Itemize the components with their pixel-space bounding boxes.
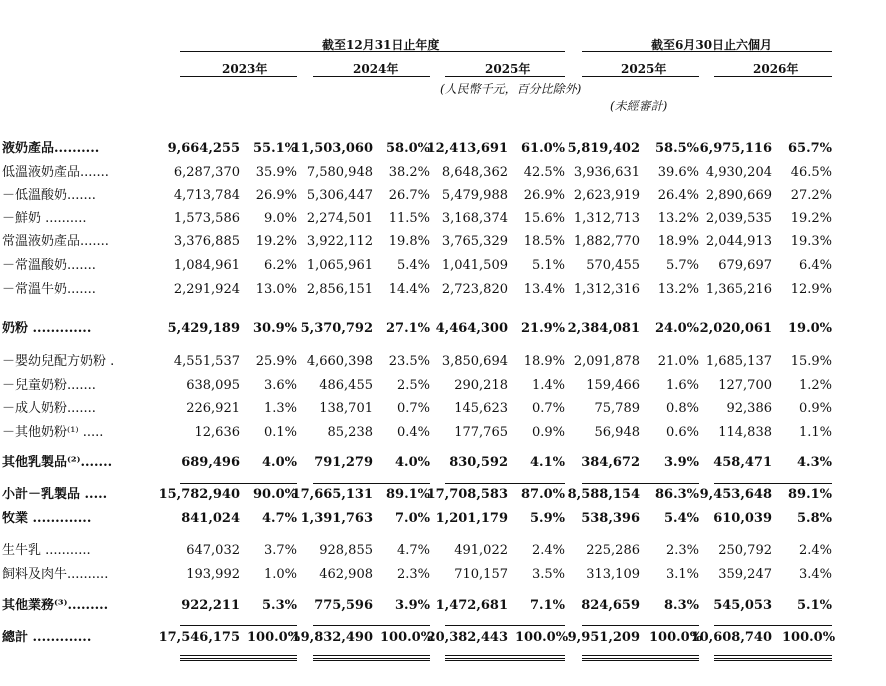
row-label: －其他奶粉⁽¹⁾ ..... — [2, 425, 104, 440]
percent-cell: 30.9% — [252, 321, 297, 336]
amount-cell: 17,708,583 — [426, 487, 508, 502]
percent-cell: 1.3% — [263, 401, 297, 416]
amount-cell: 538,396 — [581, 511, 640, 526]
amount-cell: 4,713,784 — [173, 188, 240, 203]
amount-cell: 1,365,216 — [705, 282, 772, 297]
amount-cell: 2,044,913 — [705, 234, 772, 249]
amount-cell: 9,664,255 — [167, 141, 240, 156]
percent-cell: 11.5% — [388, 211, 430, 226]
row-label: 生牛乳 ........... — [2, 543, 91, 558]
amount-cell: 8,648,362 — [441, 165, 508, 180]
row-label: 奶粉 ............. — [2, 321, 92, 336]
row-label: －鮮奶 .......... — [2, 211, 87, 226]
amount-cell: 159,466 — [586, 378, 640, 393]
amount-cell: 1,312,713 — [573, 211, 640, 226]
amount-cell: 1,685,137 — [705, 354, 772, 369]
percent-cell: 35.9% — [255, 165, 297, 180]
percent-cell: 2.4% — [531, 543, 565, 558]
amount-cell: 6,287,370 — [173, 165, 240, 180]
percent-cell: 3.6% — [263, 378, 297, 393]
amount-cell: 4,660,398 — [306, 354, 373, 369]
amount-cell: 114,838 — [718, 425, 772, 440]
amount-cell: 313,109 — [586, 567, 640, 582]
row-label: －嬰幼兒配方奶粉 . — [2, 354, 115, 369]
percent-cell: 15.6% — [523, 211, 565, 226]
amount-cell: 17,546,175 — [158, 630, 240, 645]
subtotal-rule — [582, 483, 699, 484]
unit-note: (人民幣千元，百分比除外) — [440, 82, 582, 96]
amount-cell: 545,053 — [713, 598, 772, 613]
percent-cell: 5.4% — [396, 258, 430, 273]
amount-cell: 775,596 — [314, 598, 373, 613]
percent-cell: 0.8% — [665, 401, 699, 416]
percent-cell: 19.8% — [388, 234, 430, 249]
header-year-2024: 2024年 — [353, 62, 399, 76]
amount-cell: 647,032 — [186, 543, 240, 558]
total-top-rule — [180, 625, 297, 626]
amount-cell: 9,453,648 — [699, 487, 772, 502]
row-label: 低溫液奶產品....... — [2, 165, 109, 180]
amount-cell: 3,376,885 — [173, 234, 240, 249]
row-label: －常溫牛奶....... — [2, 282, 96, 297]
header-year-2023: 2023年 — [222, 62, 268, 76]
total-top-rule — [445, 625, 565, 626]
amount-cell: 2,384,081 — [567, 321, 640, 336]
amount-cell: 1,472,681 — [435, 598, 508, 613]
row-label: －常溫酸奶....... — [2, 258, 96, 273]
row-label: 常溫液奶產品....... — [2, 234, 109, 249]
amount-cell: 2,890,669 — [705, 188, 772, 203]
amount-cell: 3,936,631 — [573, 165, 640, 180]
amount-cell: 689,496 — [181, 455, 240, 470]
percent-cell: 90.0% — [252, 487, 297, 502]
amount-cell: 5,370,792 — [300, 321, 373, 336]
amount-cell: 85,238 — [327, 425, 373, 440]
total-double-rule — [714, 655, 832, 659]
amount-cell: 791,279 — [314, 455, 373, 470]
amount-cell: 2,039,535 — [705, 211, 772, 226]
percent-cell: 1.6% — [665, 378, 699, 393]
amount-cell: 225,286 — [586, 543, 640, 558]
percent-cell: 19.3% — [790, 234, 832, 249]
amount-cell: 2,020,061 — [699, 321, 772, 336]
percent-cell: 0.6% — [665, 425, 699, 440]
total-double-rule-lower — [445, 660, 565, 661]
total-double-rule-lower — [313, 660, 430, 661]
amount-cell: 19,832,490 — [291, 630, 373, 645]
percent-cell: 4.3% — [797, 455, 832, 470]
percent-cell: 18.9% — [657, 234, 699, 249]
amount-cell: 710,157 — [454, 567, 508, 582]
amount-cell: 2,723,820 — [441, 282, 508, 297]
amount-cell: 5,306,447 — [306, 188, 373, 203]
amount-cell: 928,855 — [319, 543, 373, 558]
amount-cell: 384,672 — [581, 455, 640, 470]
percent-cell: 21.0% — [657, 354, 699, 369]
percent-cell: 14.4% — [388, 282, 430, 297]
total-double-rule — [313, 655, 430, 659]
total-double-rule-lower — [582, 660, 699, 661]
row-label: －兒童奶粉....... — [2, 378, 96, 393]
percent-cell: 12.9% — [790, 282, 832, 297]
percent-cell: 27.1% — [385, 321, 430, 336]
amount-cell: 11,503,060 — [291, 141, 373, 156]
row-label: 牧業 ............. — [2, 511, 92, 526]
percent-cell: 6.2% — [263, 258, 297, 273]
amount-cell: 3,765,329 — [441, 234, 508, 249]
percent-cell: 86.3% — [654, 487, 699, 502]
percent-cell: 100.0% — [515, 630, 569, 645]
amount-cell: 12,636 — [194, 425, 240, 440]
percent-cell: 58.5% — [654, 141, 699, 156]
row-label: 其他業務⁽³⁾......... — [2, 598, 109, 613]
amount-cell: 830,592 — [449, 455, 508, 470]
percent-cell: 7.0% — [395, 511, 430, 526]
amount-cell: 1,201,179 — [435, 511, 508, 526]
amount-cell: 17,665,131 — [291, 487, 373, 502]
subtotal-rule — [180, 483, 297, 484]
amount-cell: 679,697 — [718, 258, 772, 273]
percent-cell: 3.4% — [798, 567, 832, 582]
amount-cell: 145,623 — [454, 401, 508, 416]
total-top-rule — [313, 625, 430, 626]
amount-cell: 20,382,443 — [426, 630, 508, 645]
percent-cell: 5.9% — [530, 511, 565, 526]
amount-cell: 491,022 — [454, 543, 508, 558]
amount-cell: 486,455 — [319, 378, 373, 393]
unaudited-note: (未經審計) — [610, 99, 668, 113]
header-group-six-months-rule — [582, 51, 832, 52]
percent-cell: 46.5% — [790, 165, 832, 180]
amount-cell: 1,041,509 — [441, 258, 508, 273]
amount-cell: 841,024 — [181, 511, 240, 526]
amount-cell: 226,921 — [186, 401, 240, 416]
total-double-rule-lower — [180, 660, 297, 661]
percent-cell: 2.3% — [665, 543, 699, 558]
percent-cell: 42.5% — [523, 165, 565, 180]
amount-cell: 3,922,112 — [306, 234, 373, 249]
percent-cell: 100.0% — [649, 630, 703, 645]
row-label: 飼料及肉牛.......... — [2, 567, 109, 582]
percent-cell: 0.7% — [531, 401, 565, 416]
percent-cell: 5.3% — [262, 598, 297, 613]
amount-cell: 2,274,501 — [306, 211, 373, 226]
percent-cell: 5.7% — [665, 258, 699, 273]
percent-cell: 100.0% — [380, 630, 434, 645]
percent-cell: 0.9% — [798, 401, 832, 416]
percent-cell: 39.6% — [657, 165, 699, 180]
amount-cell: 2,623,919 — [573, 188, 640, 203]
percent-cell: 26.4% — [657, 188, 699, 203]
row-label: 小計－乳製品 ..... — [2, 487, 108, 502]
amount-cell: 177,765 — [454, 425, 508, 440]
subtotal-rule — [714, 483, 832, 484]
half-2025-rule — [582, 76, 699, 77]
amount-cell: 12,413,691 — [426, 141, 508, 156]
percent-cell: 15.9% — [790, 354, 832, 369]
percent-cell: 3.9% — [395, 598, 430, 613]
amount-cell: 56,948 — [594, 425, 640, 440]
percent-cell: 61.0% — [520, 141, 565, 156]
percent-cell: 25.9% — [255, 354, 297, 369]
percent-cell: 27.2% — [790, 188, 832, 203]
amount-cell: 9,951,209 — [567, 630, 640, 645]
header-group-year-end-rule — [180, 51, 565, 52]
percent-cell: 4.0% — [262, 455, 297, 470]
subtotal-rule — [313, 483, 430, 484]
percent-cell: 5.4% — [664, 511, 699, 526]
amount-cell: 2,291,924 — [173, 282, 240, 297]
amount-cell: 127,700 — [718, 378, 772, 393]
percent-cell: 3.5% — [531, 567, 565, 582]
percent-cell: 26.9% — [523, 188, 565, 203]
percent-cell: 55.1% — [252, 141, 297, 156]
percent-cell: 2.5% — [396, 378, 430, 393]
amount-cell: 4,930,204 — [705, 165, 772, 180]
amount-cell: 824,659 — [581, 598, 640, 613]
amount-cell: 610,039 — [713, 511, 772, 526]
header-half-2026: 2026年 — [753, 62, 799, 76]
percent-cell: 3.1% — [665, 567, 699, 582]
percent-cell: 18.9% — [523, 354, 565, 369]
percent-cell: 13.2% — [657, 282, 699, 297]
percent-cell: 4.7% — [262, 511, 297, 526]
percent-cell: 21.9% — [520, 321, 565, 336]
percent-cell: 5.1% — [797, 598, 832, 613]
amount-cell: 3,850,694 — [441, 354, 508, 369]
percent-cell: 0.7% — [396, 401, 430, 416]
percent-cell: 4.1% — [530, 455, 565, 470]
percent-cell: 65.7% — [787, 141, 832, 156]
percent-cell: 8.3% — [664, 598, 699, 613]
amount-cell: 2,856,151 — [306, 282, 373, 297]
percent-cell: 2.3% — [396, 567, 430, 582]
percent-cell: 19.2% — [790, 211, 832, 226]
amount-cell: 5,479,988 — [441, 188, 508, 203]
amount-cell: 15,782,940 — [158, 487, 240, 502]
amount-cell: 2,091,878 — [573, 354, 640, 369]
total-double-rule — [445, 655, 565, 659]
percent-cell: 0.4% — [396, 425, 430, 440]
percent-cell: 1.1% — [798, 425, 832, 440]
row-label: 其他乳製品⁽²⁾....... — [2, 455, 113, 470]
amount-cell: 1,573,586 — [173, 211, 240, 226]
header-year-2025: 2025年 — [485, 62, 531, 76]
percent-cell: 5.1% — [531, 258, 565, 273]
percent-cell: 4.0% — [395, 455, 430, 470]
total-double-rule — [180, 655, 297, 659]
amount-cell: 1,065,961 — [306, 258, 373, 273]
row-label: －成人奶粉....... — [2, 401, 96, 416]
amount-cell: 1,084,961 — [173, 258, 240, 273]
half-2026-rule — [714, 76, 832, 77]
percent-cell: 19.0% — [787, 321, 832, 336]
percent-cell: 100.0% — [782, 630, 836, 645]
percent-cell: 100.0% — [247, 630, 301, 645]
percent-cell: 0.1% — [263, 425, 297, 440]
amount-cell: 1,391,763 — [300, 511, 373, 526]
amount-cell: 462,908 — [319, 567, 373, 582]
percent-cell: 1.4% — [531, 378, 565, 393]
percent-cell: 9.0% — [263, 211, 297, 226]
row-label: 液奶產品.......... — [2, 141, 100, 156]
amount-cell: 5,819,402 — [567, 141, 640, 156]
header-group-year-end: 截至12月31日止年度 — [322, 38, 440, 52]
percent-cell: 7.1% — [530, 598, 565, 613]
amount-cell: 8,588,154 — [567, 487, 640, 502]
amount-cell: 638,095 — [186, 378, 240, 393]
amount-cell: 10,608,740 — [690, 630, 772, 645]
percent-cell: 23.5% — [388, 354, 430, 369]
percent-cell: 26.9% — [255, 188, 297, 203]
percent-cell: 87.0% — [520, 487, 565, 502]
row-label: －低溫酸奶....... — [2, 188, 96, 203]
total-top-rule — [714, 625, 832, 626]
percent-cell: 89.1% — [787, 487, 832, 502]
amount-cell: 922,211 — [181, 598, 240, 613]
header-half-2025: 2025年 — [621, 62, 667, 76]
percent-cell: 13.4% — [523, 282, 565, 297]
percent-cell: 2.4% — [798, 543, 832, 558]
amount-cell: 7,580,948 — [306, 165, 373, 180]
amount-cell: 75,789 — [594, 401, 640, 416]
total-double-rule-lower — [714, 660, 832, 661]
row-label: 總計 ............. — [2, 630, 92, 645]
percent-cell: 4.7% — [396, 543, 430, 558]
percent-cell: 26.7% — [388, 188, 430, 203]
year-2025-rule — [445, 76, 565, 77]
percent-cell: 1.0% — [263, 567, 297, 582]
percent-cell: 13.2% — [657, 211, 699, 226]
year-2024-rule — [313, 76, 430, 77]
header-group-six-months: 截至6月30日止六個月 — [651, 38, 773, 52]
amount-cell: 570,455 — [586, 258, 640, 273]
percent-cell: 89.1% — [385, 487, 430, 502]
percent-cell: 6.4% — [798, 258, 832, 273]
percent-cell: 5.8% — [797, 511, 832, 526]
percent-cell: 0.9% — [531, 425, 565, 440]
percent-cell: 18.5% — [523, 234, 565, 249]
percent-cell: 24.0% — [654, 321, 699, 336]
amount-cell: 250,792 — [718, 543, 772, 558]
percent-cell: 38.2% — [388, 165, 430, 180]
amount-cell: 1,312,316 — [573, 282, 640, 297]
amount-cell: 5,429,189 — [167, 321, 240, 336]
amount-cell: 6,975,116 — [699, 141, 772, 156]
amount-cell: 4,464,300 — [435, 321, 508, 336]
amount-cell: 4,551,537 — [173, 354, 240, 369]
percent-cell: 13.0% — [255, 282, 297, 297]
amount-cell: 1,882,770 — [573, 234, 640, 249]
percent-cell: 58.0% — [385, 141, 430, 156]
amount-cell: 290,218 — [454, 378, 508, 393]
total-double-rule — [582, 655, 699, 659]
percent-cell: 3.7% — [263, 543, 297, 558]
amount-cell: 458,471 — [713, 455, 772, 470]
amount-cell: 359,247 — [718, 567, 772, 582]
total-top-rule — [582, 625, 699, 626]
amount-cell: 138,701 — [319, 401, 373, 416]
subtotal-rule — [445, 483, 565, 484]
amount-cell: 92,386 — [726, 401, 772, 416]
amount-cell: 3,168,374 — [441, 211, 508, 226]
amount-cell: 193,992 — [186, 567, 240, 582]
percent-cell: 3.9% — [664, 455, 699, 470]
percent-cell: 1.2% — [798, 378, 832, 393]
percent-cell: 19.2% — [255, 234, 297, 249]
year-2023-rule — [180, 76, 297, 77]
